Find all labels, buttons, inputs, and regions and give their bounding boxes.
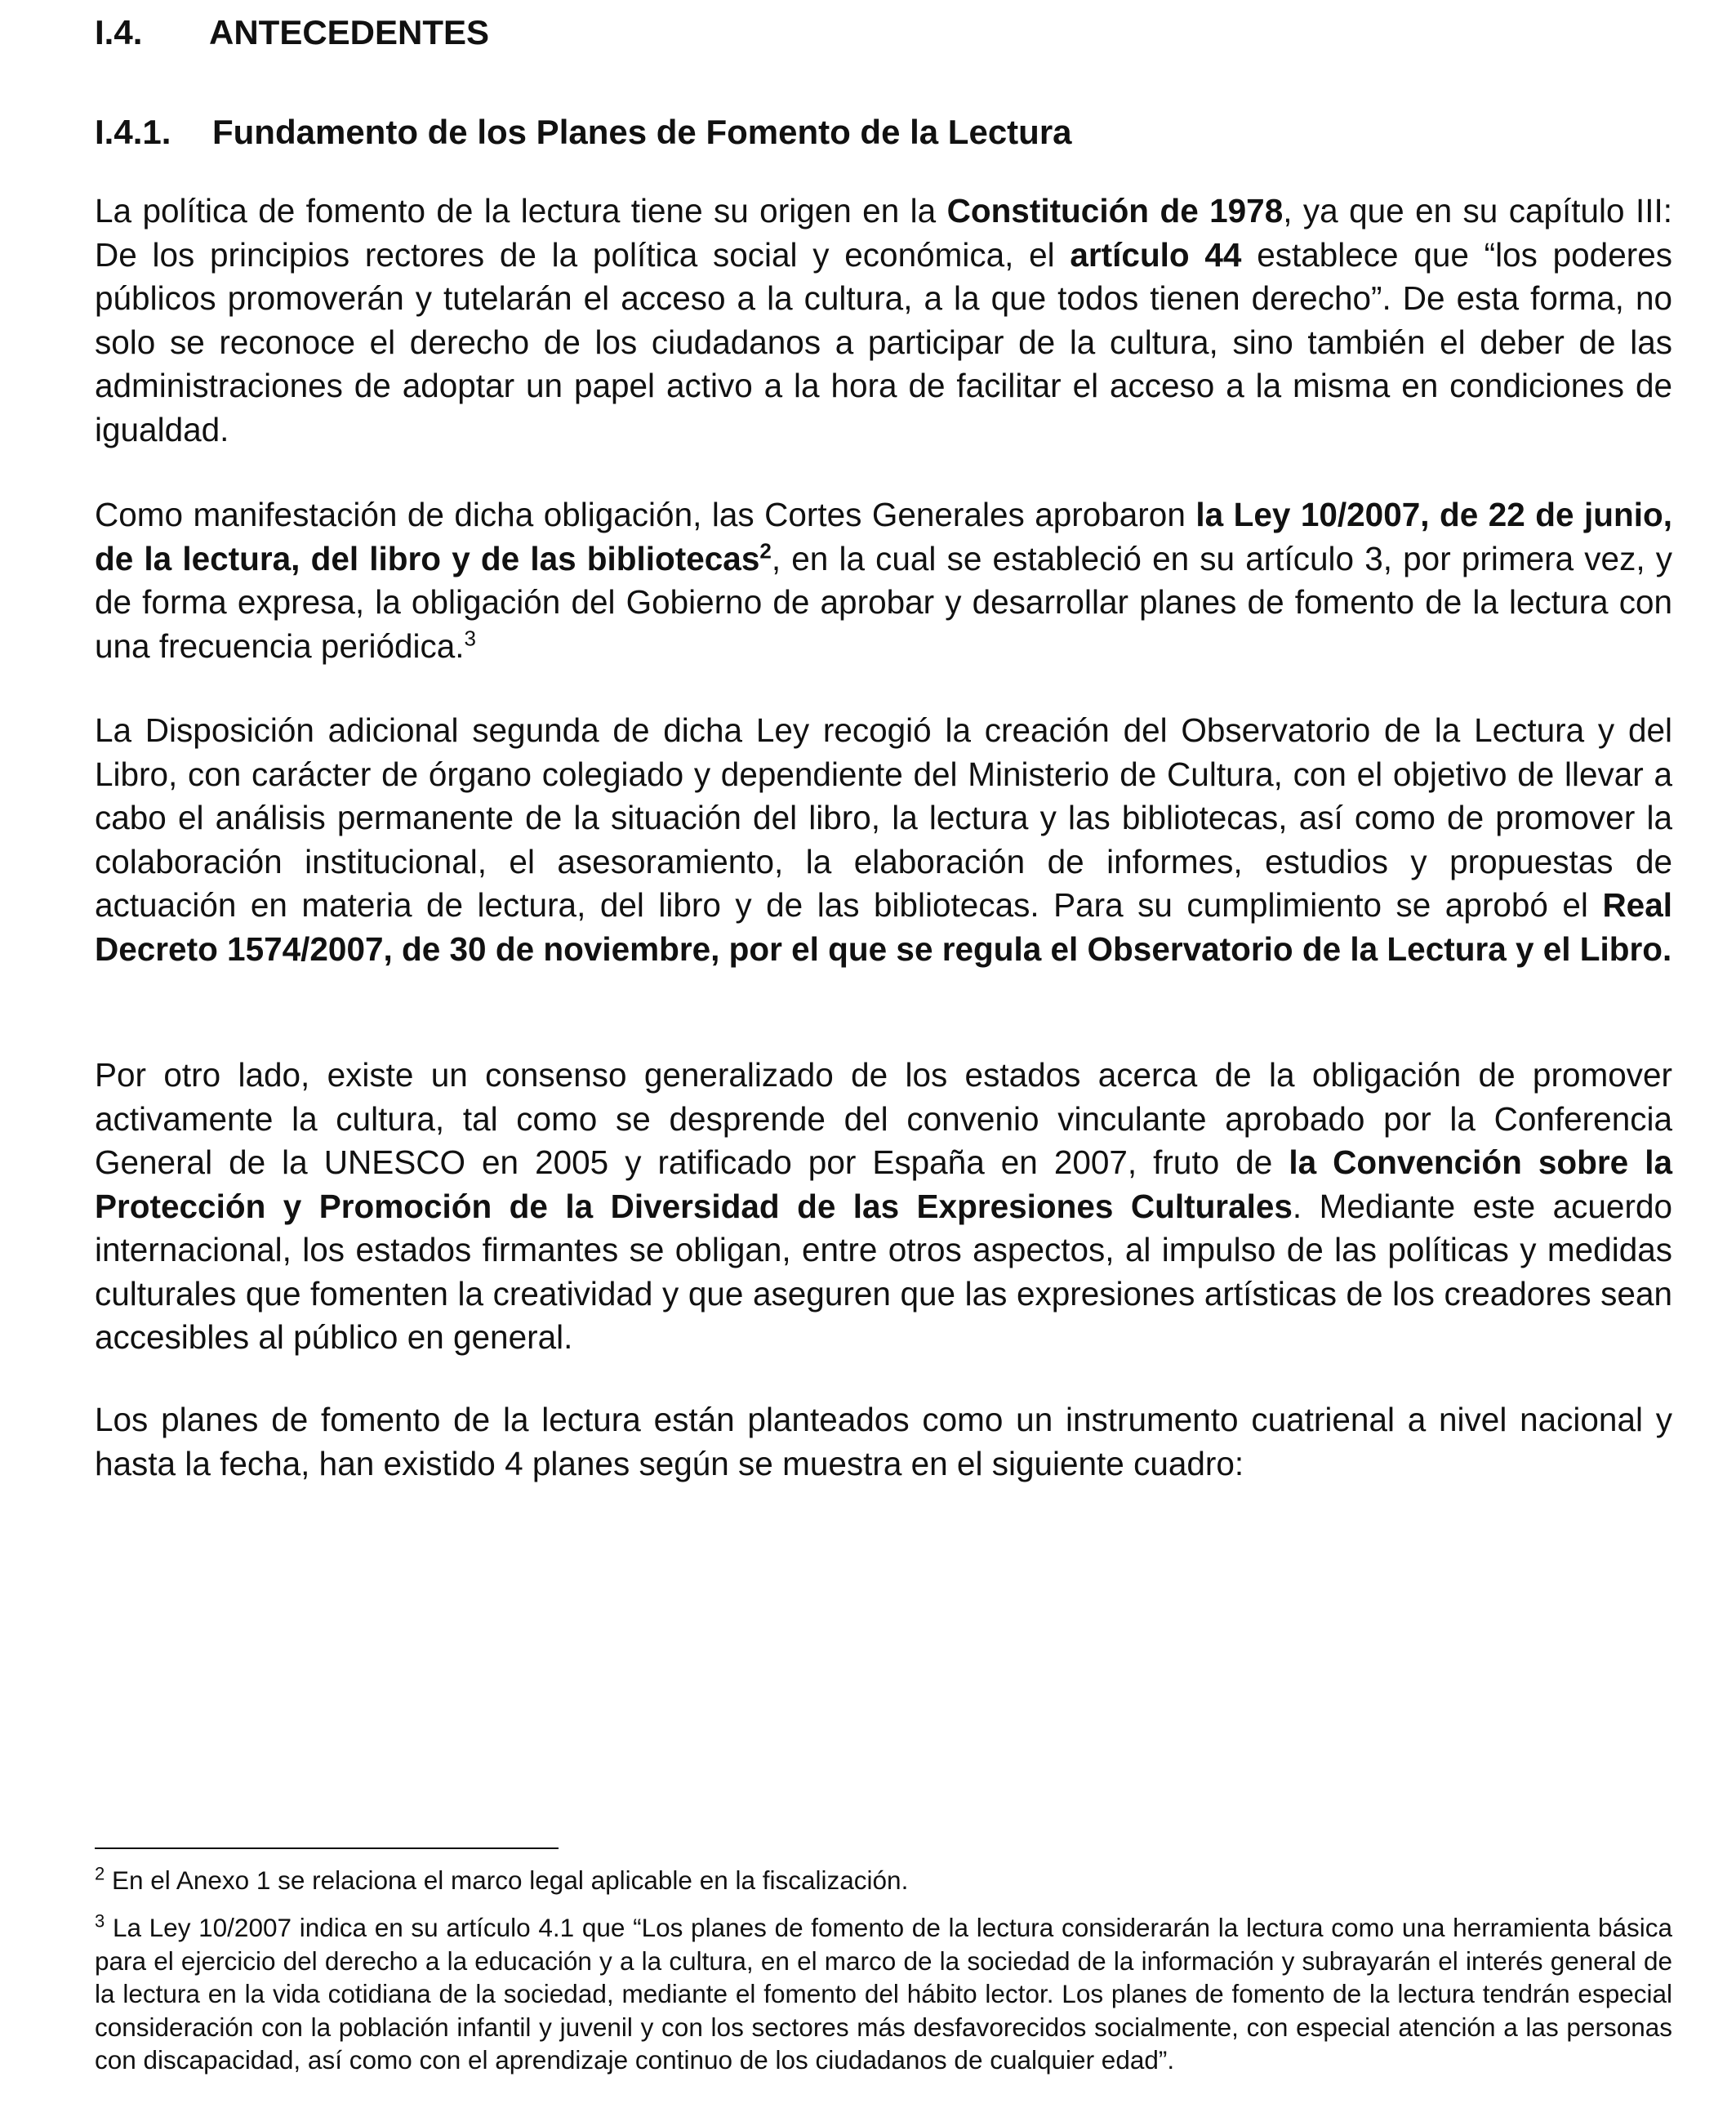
text-run: Los planes de fomento de la lectura están planteados como un instrumento cuatrienal a nivel nacional y hasta la fecha, han existido 4 planes según se muestra en el siguiente cuadro: [95, 1401, 1672, 1482]
footnote-3 [95, 1911, 1672, 2077]
bold-text: la Ley 10/2007, de 22 de junio, de la lectura, del libro y de las bibliotecas [95, 496, 1672, 577]
footnote-ref-2[interactable]: 2 [759, 538, 772, 563]
text-run: La política de fomento de la lectura tiene su origen en la [95, 192, 947, 230]
text-run: , ya que en su capítulo III: De los principios rectores de la política social y económica, el [95, 192, 1672, 274]
text-run: La Disposición adicional segunda de dicha Ley recogió la creación del Observatorio de la Lectura y del Libro, con carácter de órgano colegiado y dependiente del Ministerio de Cultura, con el objetivo de llevar a cabo el análisis permanente de la situación del libro, la lectura y las bibliotecas, así como de promover la colaboración institucional, el asesoramiento, la elaboración de informes, estudios y propuestas de actuación en materia de lectura, del libro y de las bibliotecas. Para su cumplimiento se aprobó el [95, 711, 1672, 924]
paragraph-constitution [95, 189, 1672, 452]
footnote-2 [95, 1864, 1672, 1897]
footnote-mark: 3 [95, 1910, 105, 1932]
section-title: ANTECEDENTES [209, 13, 490, 51]
subsection-heading [95, 111, 1072, 154]
paragraph-planes [95, 1398, 1672, 1486]
bold-text: la Convención sobre la Protección y Promoción de la Diversidad de las Expresiones Culturales [95, 1143, 1672, 1225]
text-run: . Mediante este acuerdo internacional, los estados firmantes se obligan, entre otros aspectos, al impulso de las políticas y medidas culturales que fomenten la creatividad y que aseguren que las expresiones artísticas de los creadores sean accesibles al público en general. [95, 1187, 1672, 1356]
text-run: Como manifestación de dicha obligación, las Cortes Generales aprobaron [95, 496, 1196, 533]
paragraph-unesco [95, 1054, 1672, 1360]
footnote-ref-3[interactable]: 3 [464, 626, 477, 650]
bold-text: Constitución de 1978 [946, 192, 1284, 230]
footnote-text: En el Anexo 1 se relaciona el marco legal aplicable en la fiscalización. [105, 1865, 909, 1895]
text-run: establece que “los poderes públicos promoverán y tutelarán el acceso a la cultura, a la que todos tienen derecho”. De esta forma, no solo se reconoce el derecho de los ciudadanos a participar de la cultura, sino también el deber de las administraciones de adoptar un papel activo a la hora de facilitar el acceso a la misma en condiciones de igualdad. [95, 235, 1672, 448]
footnote-text: La Ley 10/2007 indica en su artículo 4.1 que “Los planes de fomento de la lectura considerarán la lectura como una herramienta básica para el ejercicio del derecho a la educación y a la cultura, en el marco de la sociedad de la información y subrayarán el interés general de la lectura en la vida cotidiana de la sociedad, mediante el fomento del hábito lector. Los planes de fomento de la lectura tendrán especial consideración con la población infantil y juvenil y con los sectores más desfavorecidos socialmente, con especial atención a las personas con discapacidad, así como con el aprendizaje continuo de los ciudadanos de cualquier edad”. [95, 1913, 1672, 2075]
footnote-mark: 2 [95, 1863, 105, 1884]
subsection-number: I.4.1. [95, 113, 171, 151]
text-run: Por otro lado, existe un consenso generalizado de los estados acerca de la obligación de promover activamente la cultura, tal como se desprende del convenio vinculante aprobado por la Conferencia General de la UNESCO en 2005 y ratificado por España en 2007, fruto de [95, 1056, 1672, 1181]
bold-text: Real Decreto 1574/2007, de 30 de noviembre, por el que se regula el Observatorio de la Lectura y el Libro. [95, 886, 1672, 968]
subsection-title: Fundamento de los Planes de Fomento de la Lectura [212, 113, 1072, 151]
section-heading [95, 11, 489, 54]
bold-text: artículo 44 [1070, 235, 1242, 274]
footnote-separator [95, 1847, 559, 1849]
text-run: , en la cual se estableció en su artículo 3, por primera vez, y de forma expresa, la obligación del Gobierno de aprobar y desarrollar planes de fomento de la lectura con una frecuencia periódica. [95, 539, 1672, 665]
paragraph-observatorio [95, 709, 1672, 971]
section-number: I.4. [95, 13, 143, 51]
paragraph-ley-10-2007 [95, 493, 1672, 668]
